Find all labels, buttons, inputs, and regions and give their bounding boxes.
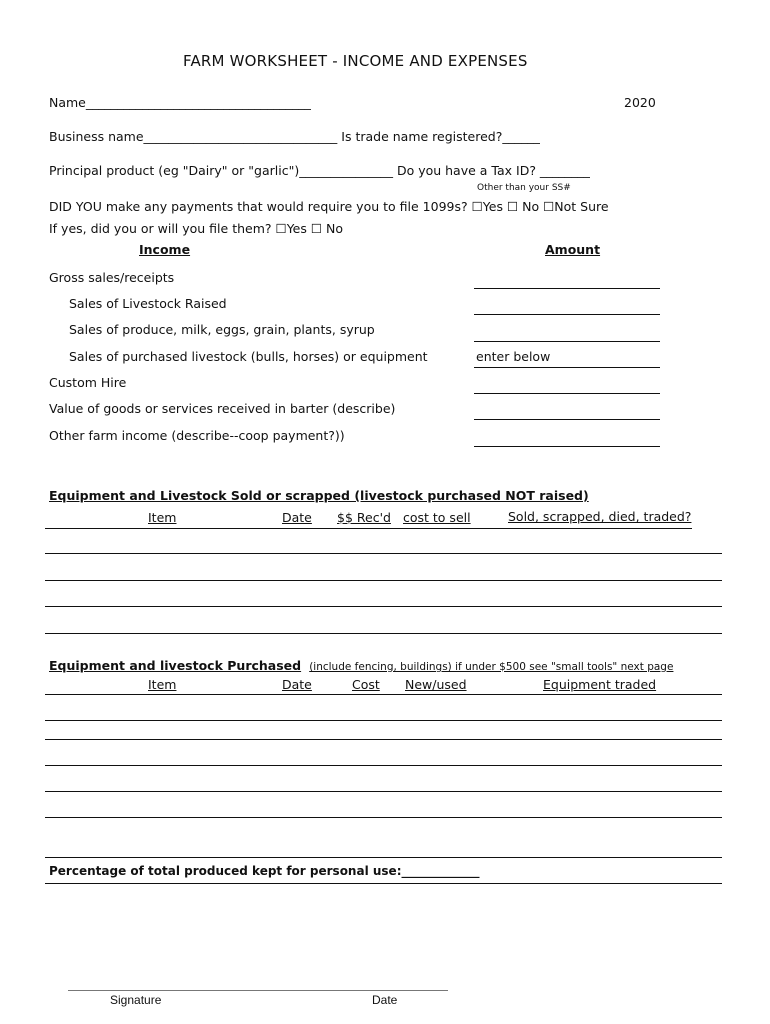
signature-line[interactable] xyxy=(68,990,448,991)
column-header: $$ Rec'd xyxy=(337,510,391,525)
business-name-field[interactable]: Business name_______________________________ Is trade name registered?______ xyxy=(49,129,540,144)
income-row-label: Sales of purchased livestock (bulls, horses) or equipment xyxy=(69,349,428,364)
column-header: Date xyxy=(282,677,312,692)
payments-1099-question[interactable]: DID YOU make any payments that would require you to file 1099s? ☐Yes ☐ No ☐Not Sure xyxy=(49,199,609,214)
principal-product-field[interactable]: Principal product (eg "Dairy" or "garlic")_______________ Do you have a Tax ID? ________ xyxy=(49,163,590,178)
table-row-line[interactable] xyxy=(45,606,722,607)
income-header: Income xyxy=(139,242,191,257)
table-row-line[interactable] xyxy=(45,791,722,792)
personal-use-field[interactable]: Percentage of total produced kept for personal use:_____________ xyxy=(49,864,480,878)
income-row-label: Other farm income (describe--coop payment?)) xyxy=(49,428,345,443)
divider xyxy=(45,883,722,884)
column-header: cost to sell xyxy=(403,510,471,525)
amount-line[interactable] xyxy=(474,393,660,394)
table-row-line[interactable] xyxy=(45,857,722,858)
table-row-line[interactable] xyxy=(45,765,722,766)
amount-header: Amount xyxy=(545,242,601,257)
column-header: Item xyxy=(148,510,177,525)
table-row-line[interactable] xyxy=(45,720,722,721)
income-row-label: Value of goods or services received in barter (describe) xyxy=(49,401,396,416)
table-row-line[interactable] xyxy=(45,580,722,581)
year-label: 2020 xyxy=(624,95,656,110)
column-header: Cost xyxy=(352,677,380,692)
column-header: Equipment traded xyxy=(543,677,657,692)
table-row-line[interactable] xyxy=(45,817,722,818)
amount-line[interactable] xyxy=(474,341,660,342)
amount-line[interactable] xyxy=(474,446,660,447)
column-header: Date xyxy=(282,510,312,525)
income-row-label: Sales of produce, milk, eggs, grain, plants, syrup xyxy=(69,322,375,337)
date-label: Date xyxy=(372,993,398,1007)
page-title: FARM WORKSHEET - INCOME AND EXPENSES xyxy=(183,52,528,70)
column-header: New/used xyxy=(405,677,467,692)
amount-line[interactable] xyxy=(474,419,660,420)
amount-line[interactable] xyxy=(474,314,660,315)
income-row-label: Sales of Livestock Raised xyxy=(69,296,227,311)
income-row-amount: enter below xyxy=(476,349,551,364)
signature-label: Signature xyxy=(110,993,162,1007)
column-header: Sold, scrapped, died, traded? xyxy=(508,509,692,524)
table-row-line xyxy=(45,694,722,695)
purchased-section-title: Equipment and livestock Purchased xyxy=(49,658,302,673)
table-row-line xyxy=(45,528,692,529)
income-row-label: Custom Hire xyxy=(49,375,127,390)
amount-line[interactable] xyxy=(474,288,660,289)
tax-id-note: Other than your SS# xyxy=(477,183,571,193)
column-header: Item xyxy=(148,677,177,692)
table-row-line[interactable] xyxy=(45,553,722,554)
income-row-label: Gross sales/receipts xyxy=(49,270,175,285)
table-row-line[interactable] xyxy=(45,633,722,634)
table-row-line[interactable] xyxy=(45,739,722,740)
sold-section-title: Equipment and Livestock Sold or scrapped (livestock purchased NOT raised) xyxy=(49,488,589,503)
name-field[interactable]: Name____________________________________ xyxy=(49,95,311,110)
purchased-section-heading xyxy=(49,655,673,674)
amount-line[interactable] xyxy=(474,367,660,368)
purchased-section-note: (include fencing, buildings) if under $500 see "small tools" next page xyxy=(309,661,674,673)
file-1099-question[interactable]: If yes, did you or will you file them? ☐Yes ☐ No xyxy=(49,221,344,236)
